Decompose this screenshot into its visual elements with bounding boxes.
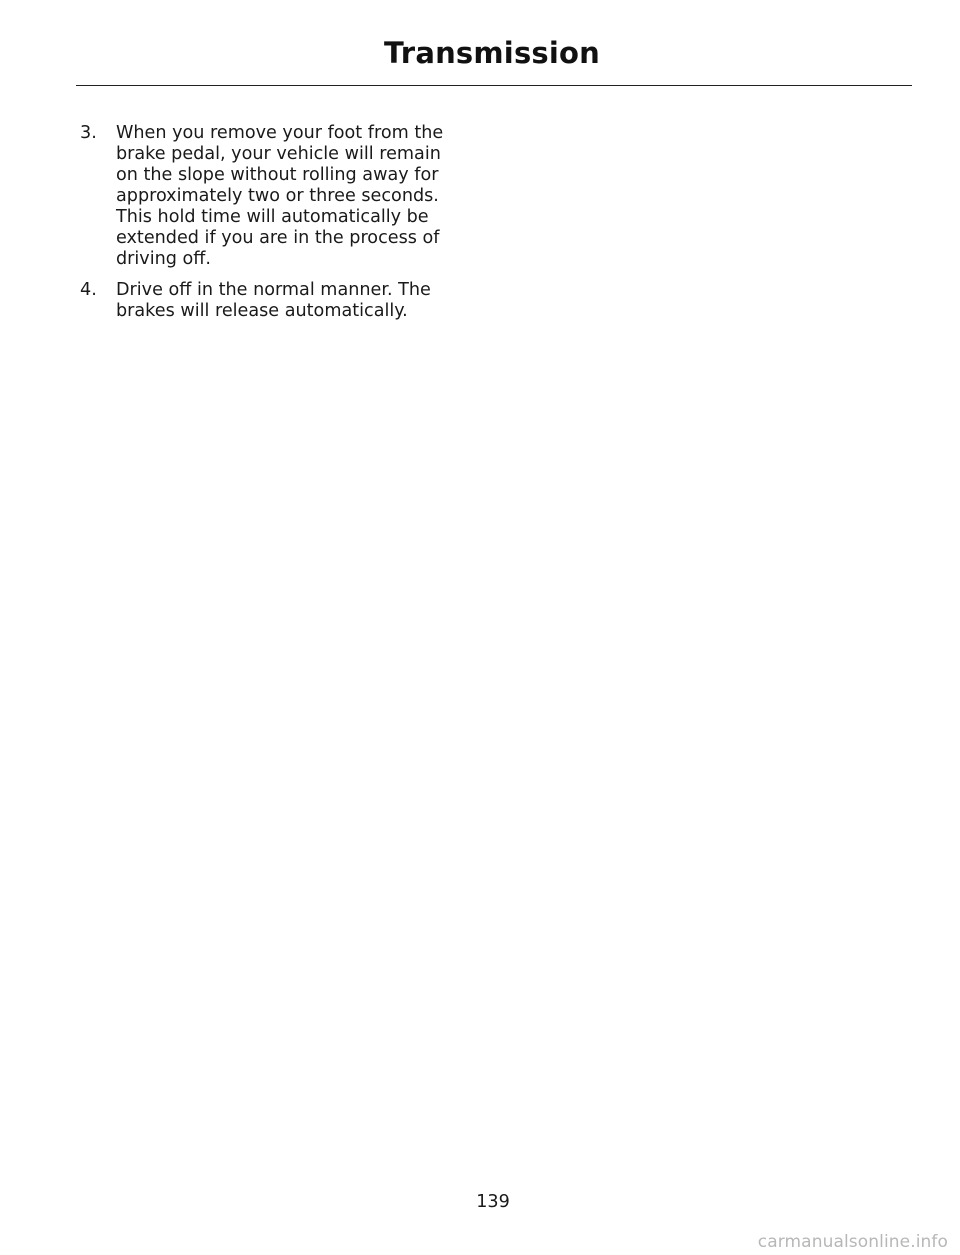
step-text: When you remove your foot from the brake pedal, your vehicle will remain on the slope without rolling away for approximately two or three seconds. This hold time will automatically be extended if you are in the process of driving off.: [116, 123, 444, 269]
list-item: [80, 123, 480, 270]
instruction-list: [80, 123, 480, 332]
step-number: 3.: [80, 123, 97, 143]
header-divider: [76, 85, 912, 86]
step-text: Drive off in the normal manner. The brakes will release automatically.: [116, 280, 431, 321]
step-number: 4.: [80, 280, 97, 300]
watermark: carmanualsonline.info: [757, 1232, 948, 1252]
list-item: [80, 280, 480, 322]
page-title: Transmission: [384, 36, 600, 70]
page-number: 139: [476, 1192, 510, 1212]
